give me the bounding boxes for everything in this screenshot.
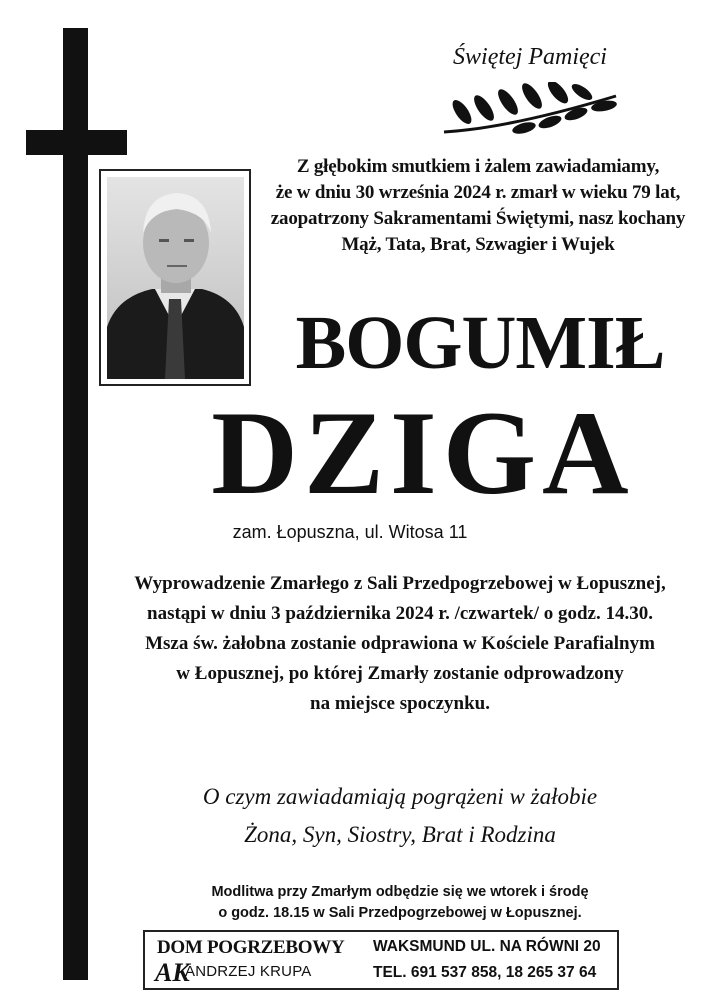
mourners-names: Żona, Syn, Siostry, Brat i Rodzina [244,822,556,847]
funeral-home-address: WAKSMUND UL. NA RÓWNI 20 [373,938,601,955]
header-title: Świętej Pamięci [453,44,607,70]
announcement-line: zaopatrzony Sakramentami Świętymi, nasz kochany [270,208,686,229]
funeral-home-logo: AK [155,958,190,987]
announcement-line: że w dniu 30 września 2024 r. zmarł w wieku 79 lat, [275,182,681,203]
mourners-intro: O czym zawiadamiają pogrążeni w żałobie [202,784,598,809]
prayer-info [100,882,700,924]
funeral-home-phone: TEL. 691 537 858, 18 265 37 64 [373,964,597,981]
cross-icon-vertical [63,28,88,980]
funeral-detail-line: nastąpi w dniu 3 października 2024 r. /czwartek/ o godz. 14.30. [147,603,653,624]
funeral-detail-line: Wyprowadzenie Zmarłego z Sali Przedpogrzebowej w Łopusznej, [134,573,666,594]
funeral-detail-line: w Łopusznej, po której Zmarły zostanie odprowadzony [176,663,624,684]
olive-branch-icon [440,82,620,138]
deceased-address: zam. Łopuszna, ul. Witosa 11 [232,522,468,542]
portrait-frame [99,169,251,386]
portrait-photo [107,177,244,379]
deceased-last-name: DZIGA [211,386,635,519]
funeral-home-box [143,930,619,990]
funeral-detail-line: Msza św. żałobna zostanie odprawiona w Kościele Parafialnym [145,633,655,654]
funeral-home-name: DOM POGRZEBOWY [157,937,345,958]
prayer-line: Modlitwa przy Zmarłym odbędzie się we wtorek i środę [211,884,589,900]
funeral-detail-line: na miejsce spoczynku. [310,693,490,714]
funeral-details [100,569,700,719]
announcement [258,154,698,258]
announcement-line: Z głębokim smutkiem i żalem zawiadamiamy, [296,156,660,177]
deceased-first-name: BOGUMIŁ [295,301,665,385]
portrait-illustration [107,177,244,379]
announcement-line: Mąż, Tata, Brat, Szwagier i Wujek [341,234,615,255]
cross-icon-horizontal [26,130,127,155]
prayer-line: o godz. 18.15 w Sali Przedpogrzebowej w Łopusznej. [218,905,582,921]
funeral-home-owner: ANDRZEJ KRUPA [185,963,312,980]
